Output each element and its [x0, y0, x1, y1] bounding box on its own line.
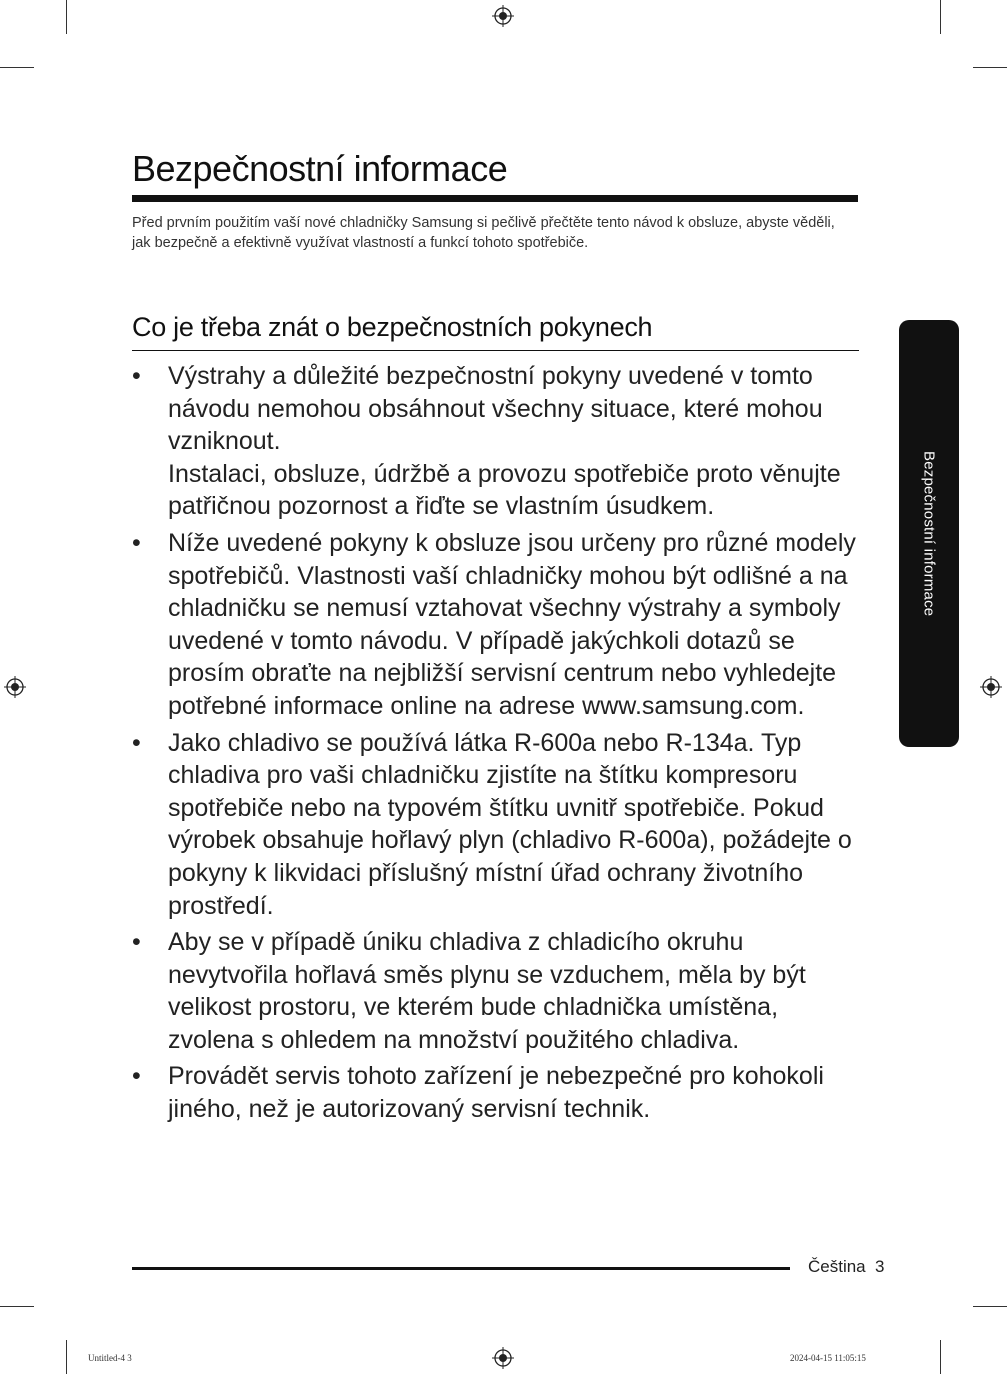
footer-divider — [132, 1267, 790, 1270]
crop-mark — [0, 1306, 34, 1307]
footer-language: Čeština — [808, 1257, 866, 1276]
bullet-text: Instalaci, obsluze, údržbě a provozu spotřebiče proto věnujte patřičnou pozornost a řiďte se vlastním úsudkem. — [168, 459, 841, 521]
crop-mark — [940, 0, 941, 34]
crop-mark — [66, 1340, 67, 1374]
list-item — [132, 727, 862, 923]
side-tab-label: Bezpečnostní informace — [920, 450, 938, 617]
registration-mark-icon — [980, 676, 1002, 698]
bullet-text: Jako chladivo se používá látka R-600a nebo R-134a. Typ chladiva pro vaši chladničku zjistíte na štítku kompresoru spotřebiče nebo na typovém štítku uvnitř spotřebiče. Pokud výrobek obsahuje hořlavý plyn (chladivo R-600a), požádejte o pokyny k likvidaci příslušný místní úřad ochrany životního prostředí. — [168, 728, 852, 920]
page-number: 3 — [875, 1257, 885, 1276]
section-divider — [132, 350, 859, 351]
crop-mark — [973, 67, 1007, 68]
print-slug-timestamp: 2024-04-15 11:05:15 — [790, 1353, 866, 1363]
list-item — [132, 926, 862, 1056]
bullet-icon: • — [132, 928, 141, 957]
bullet-text: Výstrahy a důležité bezpečnostní pokyny uvedené v tomto návodu nemohou obsáhnout všechny situace, které mohou vzniknout. — [168, 362, 823, 456]
crop-mark — [973, 1306, 1007, 1307]
registration-mark-icon — [4, 676, 26, 698]
list-item — [132, 360, 862, 523]
section-title: Co je třeba znát o bezpečnostních pokynech — [132, 312, 653, 342]
registration-mark-icon — [492, 1347, 514, 1369]
side-section-tab — [899, 320, 959, 747]
safety-bullet-list — [132, 360, 862, 1130]
crop-mark — [940, 1340, 941, 1374]
page-title: Bezpečnostní informace — [132, 148, 508, 189]
bullet-text: Aby se v případě úniku chladiva z chladicího okruhu nevytvořila hořlavá směs plynu se vzduchem, měla by být velikost prostoru, ve kterém bude chladnička umístěna, zvolena s ohledem na množství použitého chladiva. — [168, 928, 806, 1054]
bullet-icon: • — [132, 528, 141, 557]
intro-paragraph: Před prvním použitím vaší nové chladničky Samsung si pečlivě přečtěte tento návod k obsluze, abyste věděli, jak bezpečně a efektivně využívat vlastností a funkcí tohoto spotřebiče. — [132, 215, 835, 251]
bullet-text: Níže uvedené pokyny k obsluze jsou určeny pro různé modely spotřebičů. Vlastnosti vaší chladničky mohou být odlišné a na chladničku se nemusí vztahovat všechny výstrahy a symboly uvedené v tomto návodu. V případě jakýchkoli dotazů se prosím obraťte na nejbližší servisní centrum nebo vyhledejte potřebné informace online na adrese www.samsung.com. — [168, 528, 856, 720]
crop-mark — [0, 67, 34, 68]
bullet-icon: • — [132, 1062, 141, 1091]
title-divider — [132, 195, 858, 202]
list-item — [132, 527, 862, 723]
crop-mark — [66, 0, 67, 34]
bullet-text: Provádět servis tohoto zařízení je nebezpečné pro kohokoli jiného, než je autorizovaný servisní technik. — [168, 1062, 824, 1124]
bullet-icon: • — [132, 362, 141, 390]
print-slug-file: Untitled-4 3 — [88, 1353, 132, 1363]
bullet-icon: • — [132, 728, 141, 757]
list-item — [132, 1060, 862, 1125]
registration-mark-icon — [492, 5, 514, 27]
